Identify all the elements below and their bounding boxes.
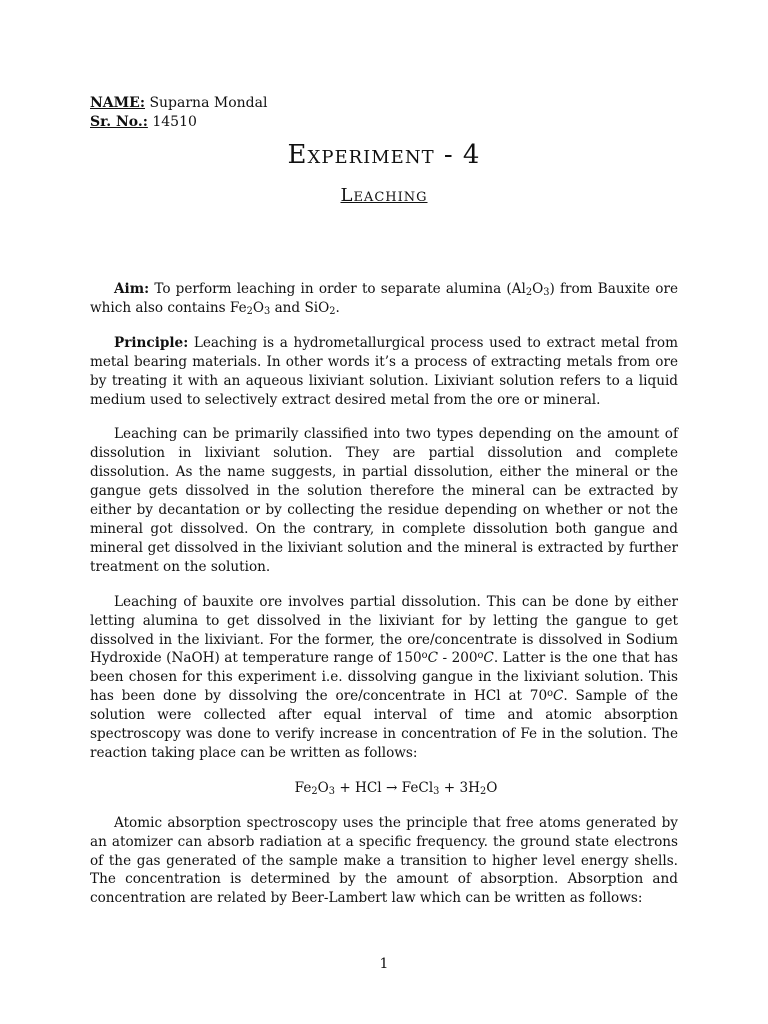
equation-term: + 3H [439,779,480,796]
aim-text: O [532,281,544,297]
reaction-equation [90,779,678,798]
subscript: 2 [525,287,533,299]
degree-superscript: o [477,650,484,661]
principle-text: Leaching is a hydrometallurgical process used to extract metal from metal bearing materials. In other words it’s a process of extracting metals from ore by treating it with an aqueous lixiviant solution. Lixiviant solution refers to a liquid medium used to selectively extract desired metal from the ore or mineral. [90,334,678,408]
serial-number-label: Sr. No.: [90,114,148,130]
name-line [90,94,267,113]
temperature-unit: C [427,650,438,667]
aim-text: O [252,299,265,316]
temperature-unit: C [553,688,564,705]
subscript: 2 [311,786,318,798]
aim-text: ) from Bauxite ore which also contains Fe [90,281,679,316]
degree-superscript: o [547,687,553,699]
equation-term: Fe [294,779,312,796]
serial-number-line [90,113,267,132]
subscript: 2 [246,306,253,318]
degree-superscript: o [421,650,428,661]
aim-paragraph [90,280,678,318]
subscript: 3 [264,306,271,318]
principle-label: Principle: [114,334,189,351]
temperature-unit: C [483,650,494,667]
aim-text: . [335,299,340,316]
equation-term: + HCl → FeCl [335,779,434,796]
paragraph-text: . Latter is the one that has been chosen for this experiment i.e. dissolving gangue in the lixiviant solution. This has been done by dissolving the ore/concentrate in HCl at 70 [90,650,678,705]
serial-number-value: 14510 [152,114,197,130]
document-subtitle: Leaching [340,185,428,206]
equation-term: O [317,779,329,796]
paragraph-text: Leaching of bauxite ore involves partial dissolution. This can be done by either letting alumina to get dissolved in the lixiviant for by letting the gangue to get dissolved in the lixiviant. For the former, the ore/concentrate is dissolved in Sodium Hydroxide (NaOH) at temperature range of 150 [90,593,678,667]
subscript: 3 [433,786,440,798]
subscript: 2 [329,306,336,318]
paragraph-text: . Sample of the solution were collected after equal interval of time and atomic absorption spectroscopy was done to verify increase in concentration of Fe in the solution. The reaction taking place can be written as follows: [90,688,678,761]
document-title: Experiment - 4 [287,140,481,170]
equation-term: O [486,779,498,796]
name-label: NAME: [90,95,145,111]
principle-paragraph [90,334,678,410]
aim-text: To perform leaching in order to separate alumina (Al [154,281,526,297]
leaching-types-paragraph: Leaching can be primarily classified into two types depending on the amount of dissolution in lixiviant solution. They are partial dissolution and complete dissolution. As the name suggests, in partial dissolution, either the mineral or the gangue gets dissolved in the solution therefore the mineral can be extracted by either by decantation or by collecting the residue depending on whether or not the mineral got dissolved. On the contrary, in complete dissolution both gangue and mineral get dissolved in the lixiviant solution and the mineral is extracted by further treatment on the solution. [90,426,678,575]
aim-text: and SiO [270,299,330,316]
bauxite-leaching-paragraph [90,593,678,763]
aas-paragraph: Atomic absorption spectroscopy uses the principle that free atoms generated by an atomizer can absorb radiation at a specific frequency. the ground state electrons of the gas generated of the sample make a transition to higher level energy shells. The concentration is determined by the amount of absorption. Absorption and concentration are related by Beer-Lambert law which can be written as follows: [90,814,678,907]
document-body [90,280,678,924]
subscript: 3 [328,786,336,798]
aim-label: Aim: [114,281,150,297]
subscript: 2 [479,786,487,798]
author-info [90,94,267,132]
page-number: 1 [379,956,389,972]
name-value: Suparna Mondal [149,95,268,111]
paragraph-text: - 200 [437,650,478,667]
subscript: 3 [543,287,550,299]
